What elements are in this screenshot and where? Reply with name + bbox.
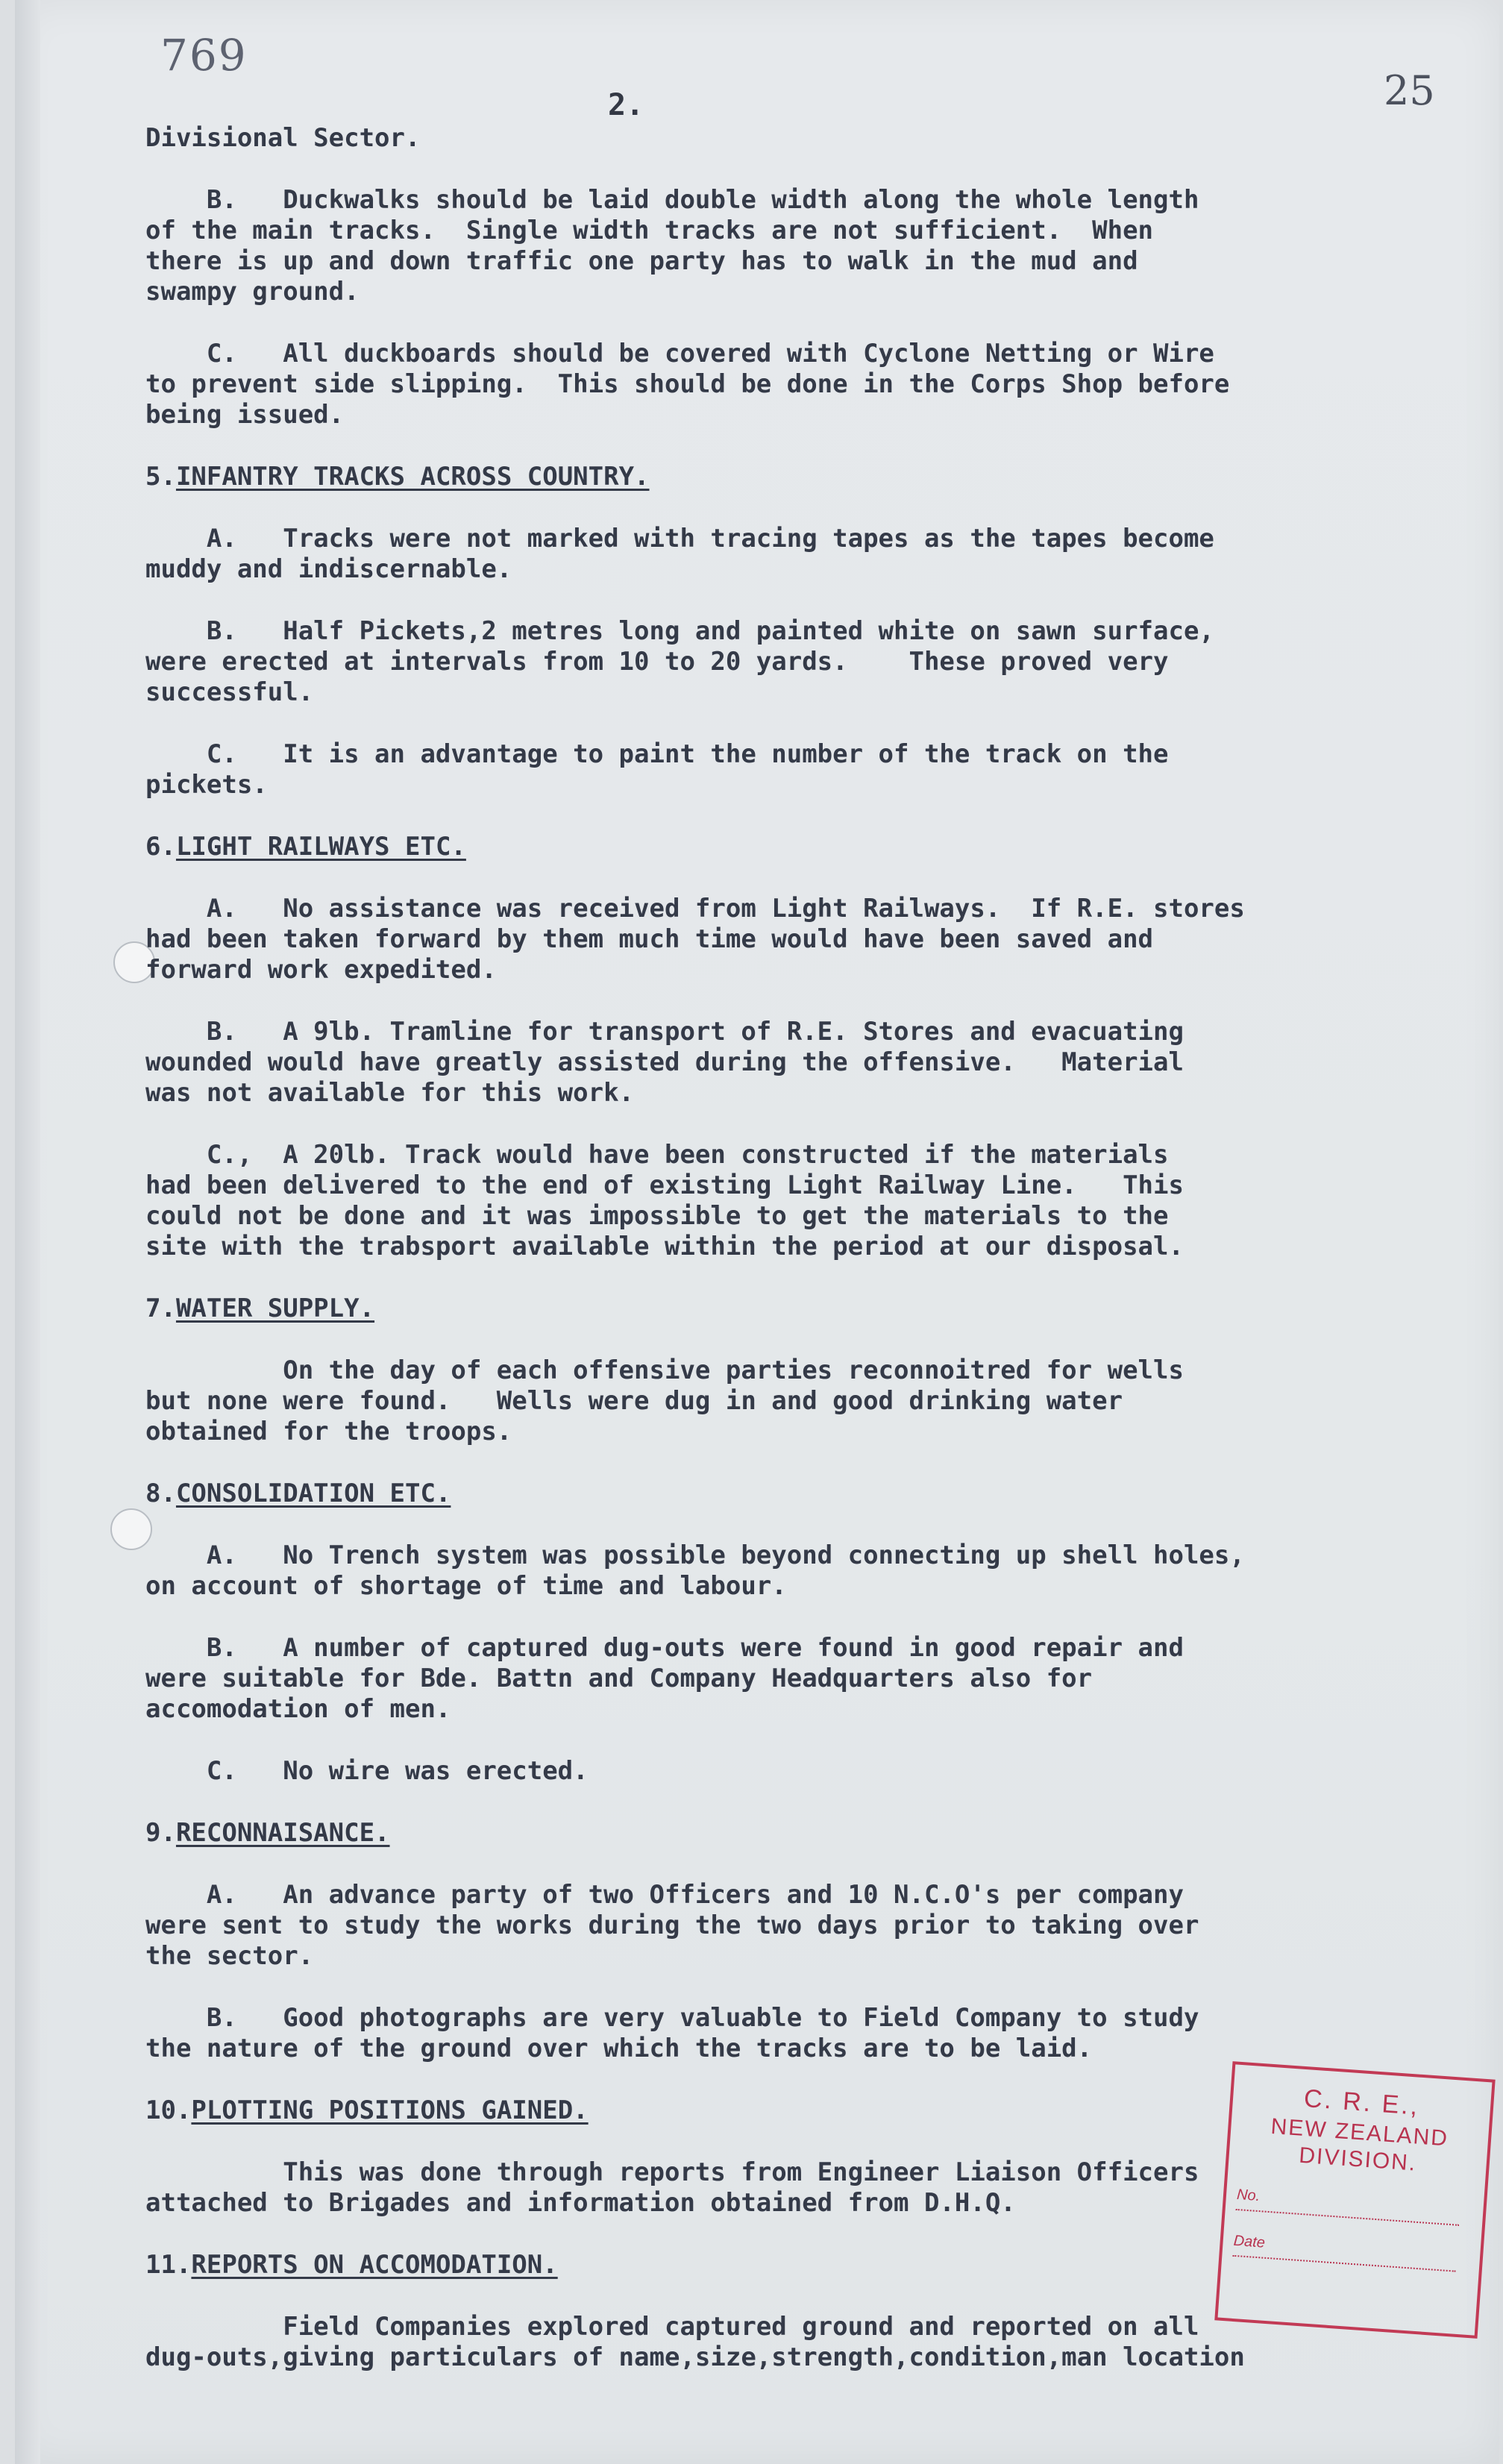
text-line: C. All duckboards should be covered with Cyclone Netting or Wire <box>145 339 1214 369</box>
line-gap <box>145 1447 1458 1479</box>
text-line: had been taken forward by them much time would have been saved and <box>145 924 1154 954</box>
section-title: INFANTRY TRACKS ACROSS COUNTRY. <box>175 462 650 492</box>
line-gap <box>145 1849 1458 1880</box>
text-line: C. It is an advantage to paint the number of the track on the <box>145 739 1169 769</box>
line-gap <box>145 585 1458 616</box>
section-number: 6. <box>145 832 176 862</box>
cre-stamp <box>1214 2061 1495 2339</box>
text-line: C. No wire was erected. <box>145 1756 589 1786</box>
section-title: WATER SUPPLY. <box>175 1294 375 1323</box>
page-number: 2. <box>608 88 644 122</box>
section-number: 8. <box>145 1479 176 1508</box>
line-gap <box>145 1725 1458 1756</box>
document-page <box>15 0 1499 2464</box>
text-line: B. Good photographs are very valuable to Field Company to study <box>145 2003 1199 2033</box>
text-line: On the day of each offensive parties reconnoitred for wells <box>145 1355 1184 1385</box>
text-line: had been delivered to the end of existing Light Railway Line. This <box>145 1170 1184 1200</box>
text-line: of the main tracks. Single width tracks are not sufficient. When <box>145 216 1154 245</box>
stamp-line-2: NEW ZEALAND <box>1270 2113 1450 2151</box>
line-gap <box>145 307 1458 339</box>
stamp-date-field: Date <box>1232 2233 1457 2272</box>
section-heading <box>145 1818 1458 1849</box>
line-gap <box>145 1324 1458 1355</box>
section-heading <box>145 1479 1458 1509</box>
line-gap <box>145 862 1458 894</box>
text-line: site with the trabsport available within the period at our disposal. <box>145 1232 1184 1261</box>
typed-body-text <box>145 123 1458 2373</box>
line-gap <box>145 1972 1458 2003</box>
section-number: 5. <box>145 462 176 492</box>
text-line: attached to Brigades and information obtained from D.H.Q. <box>145 2188 1016 2218</box>
section-number: 9. <box>145 1818 176 1848</box>
section-heading <box>145 832 1458 862</box>
text-line: forward work expedited. <box>145 955 497 985</box>
text-line: A. No Trench system was possible beyond connecting up shell holes, <box>145 1540 1245 1570</box>
stamp-line-3: DIVISION. <box>1298 2142 1418 2176</box>
section-title: RECONNAISANCE. <box>175 1818 390 1848</box>
section-title: CONSOLIDATION ETC. <box>175 1479 451 1508</box>
section-number: 7. <box>145 1294 176 1323</box>
line-gap <box>145 985 1458 1017</box>
line-gap <box>145 708 1458 739</box>
section-heading <box>145 1294 1458 1324</box>
section-number: 10. <box>145 2095 192 2125</box>
text-line: were suitable for Bde. Battn and Company Headquarters also for <box>145 1664 1093 1693</box>
text-line: could not be done and it was impossible to get the materials to the <box>145 1201 1169 1231</box>
text-line: the nature of the ground over which the tracks are to be laid. <box>145 2034 1093 2063</box>
text-line: accomodation of men. <box>145 1694 451 1724</box>
section-title: LIGHT RAILWAYS ETC. <box>175 832 466 862</box>
line-gap <box>145 492 1458 524</box>
text-line: Field Companies explored captured ground and reported on all <box>145 2312 1199 2342</box>
stamp-number-field: No. <box>1236 2186 1461 2226</box>
text-line: the sector. <box>145 1941 314 1971</box>
text-line: but none were found. Wells were dug in and good drinking water <box>145 1386 1123 1416</box>
text-line: successful. <box>145 677 314 707</box>
section-number: 11. <box>145 2250 192 2280</box>
handwritten-number: 769 <box>160 30 248 81</box>
text-line: obtained for the troops. <box>145 1417 512 1446</box>
text-line: B. Duckwalks should be laid double width along the whole length <box>145 185 1199 215</box>
section-title: REPORTS ON ACCOMODATION. <box>191 2250 558 2280</box>
text-line: B. A number of captured dug-outs were found in good repair and <box>145 1633 1184 1663</box>
text-line: there is up and down traffic one party has to walk in the mud and <box>145 246 1138 276</box>
text-line: muddy and indiscernable. <box>145 554 512 584</box>
text-line: C., A 20lb. Track would have been constructed if the materials <box>145 1140 1169 1170</box>
line-gap <box>145 800 1458 832</box>
text-line: A. An advance party of two Officers and 10 N.C.O's per company <box>145 1880 1184 1910</box>
paper-edge <box>15 0 40 2464</box>
line-gap <box>145 1602 1458 1633</box>
line-gap <box>145 1509 1458 1540</box>
text-line: wounded would have greatly assisted during the offensive. Material <box>145 1047 1184 1077</box>
text-line: was not available for this work. <box>145 1078 635 1108</box>
text-line: were erected at intervals from 10 to 20 yards. These proved very <box>145 647 1169 677</box>
text-line: being issued. <box>145 400 345 430</box>
line-gap <box>145 154 1458 185</box>
text-line: swampy ground. <box>145 277 360 307</box>
text-line: This was done through reports from Engineer Liaison Officers <box>145 2157 1199 2187</box>
text-line: Divisional Sector. <box>145 123 421 153</box>
line-gap <box>145 1109 1458 1140</box>
text-line: on account of shortage of time and labour. <box>145 1571 787 1601</box>
text-line: B. A 9lb. Tramline for transport of R.E. Stores and evacuating <box>145 1017 1184 1047</box>
text-line: A. No assistance was received from Light Railways. If R.E. stores <box>145 894 1245 924</box>
section-title: PLOTTING POSITIONS GAINED. <box>191 2095 589 2125</box>
folio-number: 25 <box>1384 67 1435 114</box>
line-gap <box>145 430 1458 462</box>
line-gap <box>145 1787 1458 1818</box>
line-gap <box>145 1262 1458 1294</box>
section-heading <box>145 462 1458 492</box>
text-line: pickets. <box>145 770 268 800</box>
text-line: dug-outs,giving particulars of name,size,strength,condition,man location <box>145 2342 1245 2372</box>
text-line: to prevent side slipping. This should be done in the Corps Shop before <box>145 369 1230 399</box>
text-line: were sent to study the works during the two days prior to taking over <box>145 1910 1199 1940</box>
text-line: B. Half Pickets,2 metres long and painted white on sawn surface, <box>145 616 1214 646</box>
text-line: A. Tracks were not marked with tracing tapes as the tapes become <box>145 524 1214 554</box>
stamp-line-1: C. R. E., <box>1302 2084 1421 2121</box>
